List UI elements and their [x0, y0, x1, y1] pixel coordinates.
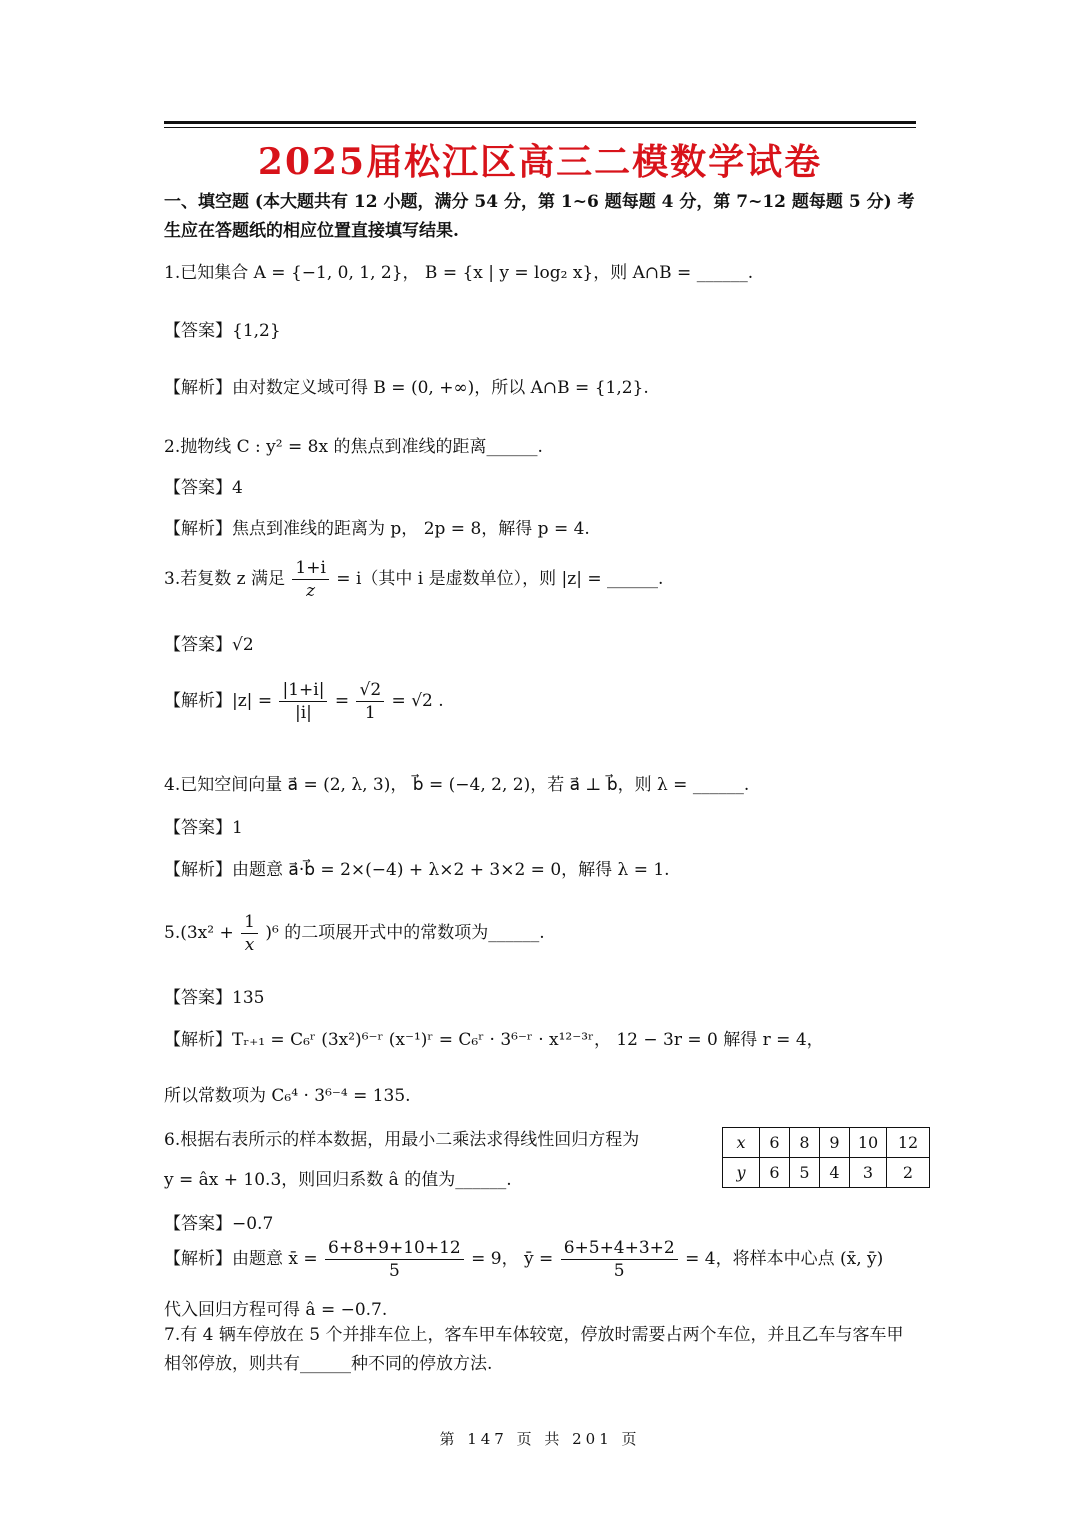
q3-answer-value: √2 — [232, 635, 254, 655]
answer-label: 【答案】 — [164, 478, 232, 498]
table-cell: 9 — [820, 1128, 850, 1158]
answer-label: 【答案】 — [164, 321, 232, 341]
fraction-denominator: x — [244, 935, 255, 955]
analysis-label: 【解析】 — [164, 1030, 232, 1050]
fraction-numerator: 6+5+4+3+2 — [561, 1238, 678, 1260]
q1-analysis — [164, 373, 649, 398]
q7-question: 7.有 4 辆车停放在 5 个并排车位上，客车甲车体较宽，停放时需要占两个车位，并且乙车与客车甲相邻停放，则共有______种不同的停放方法. — [164, 1325, 904, 1374]
table-row — [723, 1158, 930, 1188]
table-cell: 12 — [887, 1128, 930, 1158]
q3-analysis-pre: |z| = — [232, 691, 278, 711]
q5-question — [164, 912, 545, 955]
q5-analysis-text: Tᵣ₊₁ = C₆ʳ (3x²)⁶⁻ʳ (x⁻¹)ʳ = C₆ʳ · 3⁶⁻ʳ · x¹²⁻³ʳ， 12 − 3r = 0 解得 r = 4， — [232, 1030, 824, 1050]
q3-analysis-post: = √2 . — [391, 691, 444, 711]
q5-fraction — [241, 912, 258, 955]
header-rule-thin — [164, 127, 916, 128]
q2-analysis-text: 焦点到准线的距离为 p， 2p = 8，解得 p = 4. — [232, 519, 590, 539]
q6-question-line2: y = âx + 10.3，则回归系数 â 的值为______. — [164, 1170, 512, 1190]
q3-answer — [164, 630, 254, 655]
q6-analysis-mid: = 9， ȳ = — [471, 1249, 559, 1269]
q5-question-post: )⁶ 的二项展开式中的常数项为______. — [265, 923, 545, 943]
q6-analysis-fraction-1 — [325, 1238, 464, 1281]
q5-analysis — [164, 1025, 824, 1050]
table-cell: 4 — [820, 1158, 850, 1188]
q5-analysis-cont: 所以常数项为 C₆⁴ · 3⁶⁻⁴ = 135. — [164, 1086, 411, 1106]
q1-analysis-text: 由对数定义域可得 B = (0, +∞)，所以 A∩B = {1,2}. — [232, 378, 649, 398]
q3-question-pre: 3.若复数 z 满足 — [164, 569, 285, 589]
table-cell: x — [723, 1128, 760, 1158]
q1-question: 1.已知集合 A = {−1, 0, 1, 2}， B = {x | y = log₂ x}，则 A∩B = ______. — [164, 263, 754, 283]
q4-answer-value: 1 — [232, 818, 243, 838]
fraction-denominator: 5 — [613, 1261, 625, 1281]
q6-analysis — [164, 1238, 883, 1281]
q3-question — [164, 558, 663, 601]
q4-question: 4.已知空间向量 a⃗ = (2, λ, 3)， b⃗ = (−4, 2, 2)，若 a⃗ ⊥ b⃗，则 λ = ______. — [164, 775, 750, 795]
answer-label: 【答案】 — [164, 635, 232, 655]
page-footer: 第 147 页 共 201 页 — [439, 1430, 641, 1448]
fraction-numerator: 6+8+9+10+12 — [325, 1238, 464, 1260]
analysis-label: 【解析】 — [164, 691, 232, 711]
q6-answer — [164, 1209, 273, 1234]
q1-answer — [164, 316, 281, 341]
table-cell: 10 — [850, 1128, 887, 1158]
q2-answer — [164, 473, 243, 498]
q5-answer — [164, 983, 264, 1008]
table-cell: 5 — [790, 1158, 820, 1188]
q6-analysis-post: = 4，将样本中心点 (x̄, ȳ) — [685, 1249, 884, 1269]
fraction-denominator: 1 — [364, 703, 376, 723]
q3-analysis-fraction-2 — [356, 680, 384, 723]
q3-fraction — [292, 558, 329, 601]
analysis-label: 【解析】 — [164, 1249, 232, 1269]
answer-label: 【答案】 — [164, 988, 232, 1008]
section-heading: 一、填空题 (本大题共有 12 小题，满分 54 分，第 1~6 题每题 4 分，第 7~12 题每题 5 分) 考生应在答题纸的相应位置直接填写结果. — [164, 192, 915, 241]
analysis-label: 【解析】 — [164, 860, 232, 880]
q6-question-line1: 6.根据右表所示的样本数据，用最小二乘法求得线性回归方程为 — [164, 1130, 640, 1150]
q6-analysis-cont: 代入回归方程可得 â = −0.7. — [164, 1300, 388, 1320]
q3-question-post: = i（其中 i 是虚数单位），则 |z| = ______. — [336, 569, 664, 589]
fraction-numerator: √2 — [356, 680, 384, 702]
analysis-label: 【解析】 — [164, 519, 232, 539]
table-cell: 6 — [760, 1128, 790, 1158]
q4-analysis — [164, 855, 670, 880]
q3-analysis: 【解析】|z| = $\frac{|1+i|}{|i|}$ = $\frac{√2}{1}$ = √2 . — [164, 680, 444, 723]
q4-analysis-text: 由题意 a⃗·b⃗ = 2×(−4) + λ×2 + 3×2 = 0，解得 λ = 1. — [232, 860, 670, 880]
q3-analysis-fraction-1 — [279, 680, 327, 723]
fraction-denominator: z — [306, 581, 316, 601]
q6-analysis-fraction-2 — [561, 1238, 678, 1281]
header-rule-thick — [164, 121, 916, 124]
table-cell: 3 — [850, 1158, 887, 1188]
table-row — [723, 1128, 930, 1158]
answer-label: 【答案】 — [164, 818, 232, 838]
table-cell: 2 — [887, 1158, 930, 1188]
q4-answer — [164, 813, 243, 838]
fraction-numerator: 1+i — [292, 558, 329, 580]
fraction-numerator: 1 — [241, 912, 258, 934]
fraction-numerator: |1+i| — [279, 680, 327, 702]
q6-analysis-pre: 由题意 x̄ = — [232, 1249, 324, 1269]
q2-analysis — [164, 514, 590, 539]
q6-answer-value: −0.7 — [232, 1214, 274, 1234]
table-cell: 8 — [790, 1128, 820, 1158]
fraction-denominator: 5 — [388, 1261, 400, 1281]
analysis-label: 【解析】 — [164, 378, 232, 398]
table-cell: y — [723, 1158, 760, 1188]
page-title: 2025届松江区高三二模数学试卷 — [257, 141, 823, 183]
q2-answer-value: 4 — [232, 478, 243, 498]
answer-label: 【答案】 — [164, 1214, 232, 1234]
sample-data-table — [722, 1127, 930, 1188]
fraction-denominator: |i| — [294, 703, 312, 723]
table-cell: 6 — [760, 1158, 790, 1188]
q5-answer-value: 135 — [232, 988, 265, 1008]
q2-question: 2.抛物线 C : y² = 8x 的焦点到准线的距离______. — [164, 437, 543, 457]
q5-question-pre: 5.(3x² + — [164, 923, 234, 943]
q1-answer-value: {1,2} — [232, 321, 281, 341]
